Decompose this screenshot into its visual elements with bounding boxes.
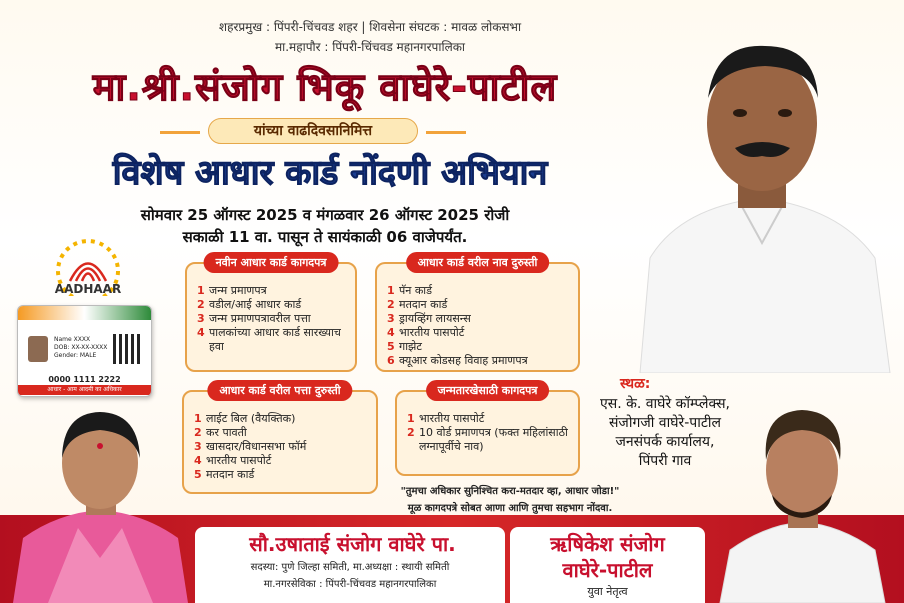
venue-line3: जनसंपर्क कार्यालय, <box>615 434 715 450</box>
youth-name-line1: ऋषिकेश संजोग <box>550 532 665 556</box>
slogan-line2: मूळ कागदपत्रे सोबत आणा आणि तुमचा सहभाग नोंदवा. <box>407 503 613 514</box>
occasion-left-bar <box>160 131 200 134</box>
header-line2: मा.महापौर : पिंपरी-चिंचवड महानगरपालिका <box>274 40 466 54</box>
list-item: 3 ड्रायव्हिंग लायसन्स <box>387 312 471 325</box>
dates-line2: सकाळी 11 वा. पासून ते सायंकाळी 06 वाजेपर्यंत. <box>182 228 468 246</box>
youth-role: युवा नेतृत्व <box>587 585 628 598</box>
list-item: 2 10 वोर्ड प्रमाणपत्र (फक्त महिलांसाठी लग्नापूर्वीचे नाव) <box>407 426 568 453</box>
list-item: 1 भारतीय पासपोर्ट <box>407 412 485 425</box>
list-item: 6 क्यूआर कोडसह विवाह प्रमाणपत्र <box>387 354 528 367</box>
box-title: नवीन आधार कार्ड कागदपत्र <box>204 252 339 273</box>
lady-role2: मा.नगरसेविका : पिंपरी-चिंचवड महानगरपालिका <box>263 579 437 590</box>
dates-line1: सोमवार 25 ऑगस्ट 2025 व मंगळवार 26 ऑगस्ट 2025 रोजी <box>140 206 510 224</box>
list-item: 3 जन्म प्रमाणपत्रावरील पत्ता <box>197 312 311 325</box>
doc-box-name-correction <box>375 256 580 372</box>
portrait-main-leader <box>620 28 904 373</box>
list-item: 2 वडील/आई आधार कार्ड <box>197 298 302 311</box>
lady-name: सौ.उषाताई संजोग वाघेरे पा. <box>249 532 456 556</box>
doc-box-birthdate <box>395 384 580 476</box>
doc-box-address-correction <box>182 384 378 494</box>
slogan-line1: "तुमचा अधिकार सुनिश्चित करा-मतदार व्हा, आधार जोडा!" <box>400 486 620 497</box>
aadhaar-card <box>17 305 152 397</box>
doc-box-new-aadhaar <box>185 256 357 372</box>
list-item: 3 खासदार/विधानसभा फॉर्म <box>194 440 307 453</box>
portrait-youth <box>710 400 895 603</box>
occasion-pill: यांच्या वाढदिवसानिमित्त <box>208 118 418 144</box>
card-number: 0000 1111 2222 <box>48 375 121 384</box>
list-item: 1 लाईट बिल (वैयक्तिक) <box>194 412 296 425</box>
list-item: 2 कर पावती <box>194 426 247 439</box>
list-item: 1 पॅन कार्ड <box>387 284 433 297</box>
list-item: 5 गाझेट <box>387 340 422 353</box>
list-item: 1 जन्म प्रमाणपत्र <box>197 284 267 297</box>
box-title: जन्मतारखेसाठी कागदपत्र <box>426 380 550 401</box>
occasion-right-bar <box>426 131 466 134</box>
card-info-dob: DOB: XX-XX-XXXX <box>54 344 108 351</box>
card-photo-icon <box>28 336 48 362</box>
lady-role1: सदस्या: पुणे जिल्हा समिती, मा.अध्यक्षा : स्थायी समिती <box>250 562 450 573</box>
box-title: आधार कार्ड वरील नाव दुरुस्ती <box>406 252 550 273</box>
youth-name-line2: वाघेरे-पाटील <box>562 558 653 582</box>
header-line1: शहरप्रमुख : पिंपरी-चिंचवड शहर | शिवसेना संघटक : मावळ लोकसभा <box>218 20 522 34</box>
card-footer: आधार - आम आदमी का अधिकार <box>18 385 151 395</box>
venue-line4: पिंपरी गाव <box>638 453 692 469</box>
list-item: 4 भारतीय पासपोर्ट <box>387 326 465 339</box>
dates <box>90 204 560 248</box>
venue-line2: संजोगजी वाघेरे-पाटील <box>608 415 722 431</box>
qr-code-icon <box>113 334 143 364</box>
card-info <box>54 336 107 360</box>
box-title: आधार कार्ड वरील पत्ता दुरुस्ती <box>207 380 352 401</box>
venue-label: स्थळ: <box>620 376 651 392</box>
list-item: 5 मतदान कार्ड <box>194 468 255 481</box>
main-name: मा.श्री.संजोग भिकू वाघेरे-पाटील <box>92 65 558 109</box>
list-item: 2 मतदान कार्ड <box>387 298 448 311</box>
list-item: 4 पालकांच्या आधार कार्ड सारख्याच हवा <box>197 326 341 353</box>
campaign-title: विशेष आधार कार्ड नोंदणी अभियान <box>112 153 548 193</box>
card-info-name: Name XXXX <box>54 336 91 343</box>
venue-line1: एस. के. वाघेरे कॉम्प्लेक्स, <box>600 396 730 412</box>
aadhaar-logo-text: AADHAAR <box>54 282 122 296</box>
card-info-gender: Gender: MALE <box>54 352 97 359</box>
card-band <box>18 306 151 320</box>
list-item: 4 भारतीय पासपोर्ट <box>194 454 272 467</box>
portrait-lady <box>8 398 193 603</box>
